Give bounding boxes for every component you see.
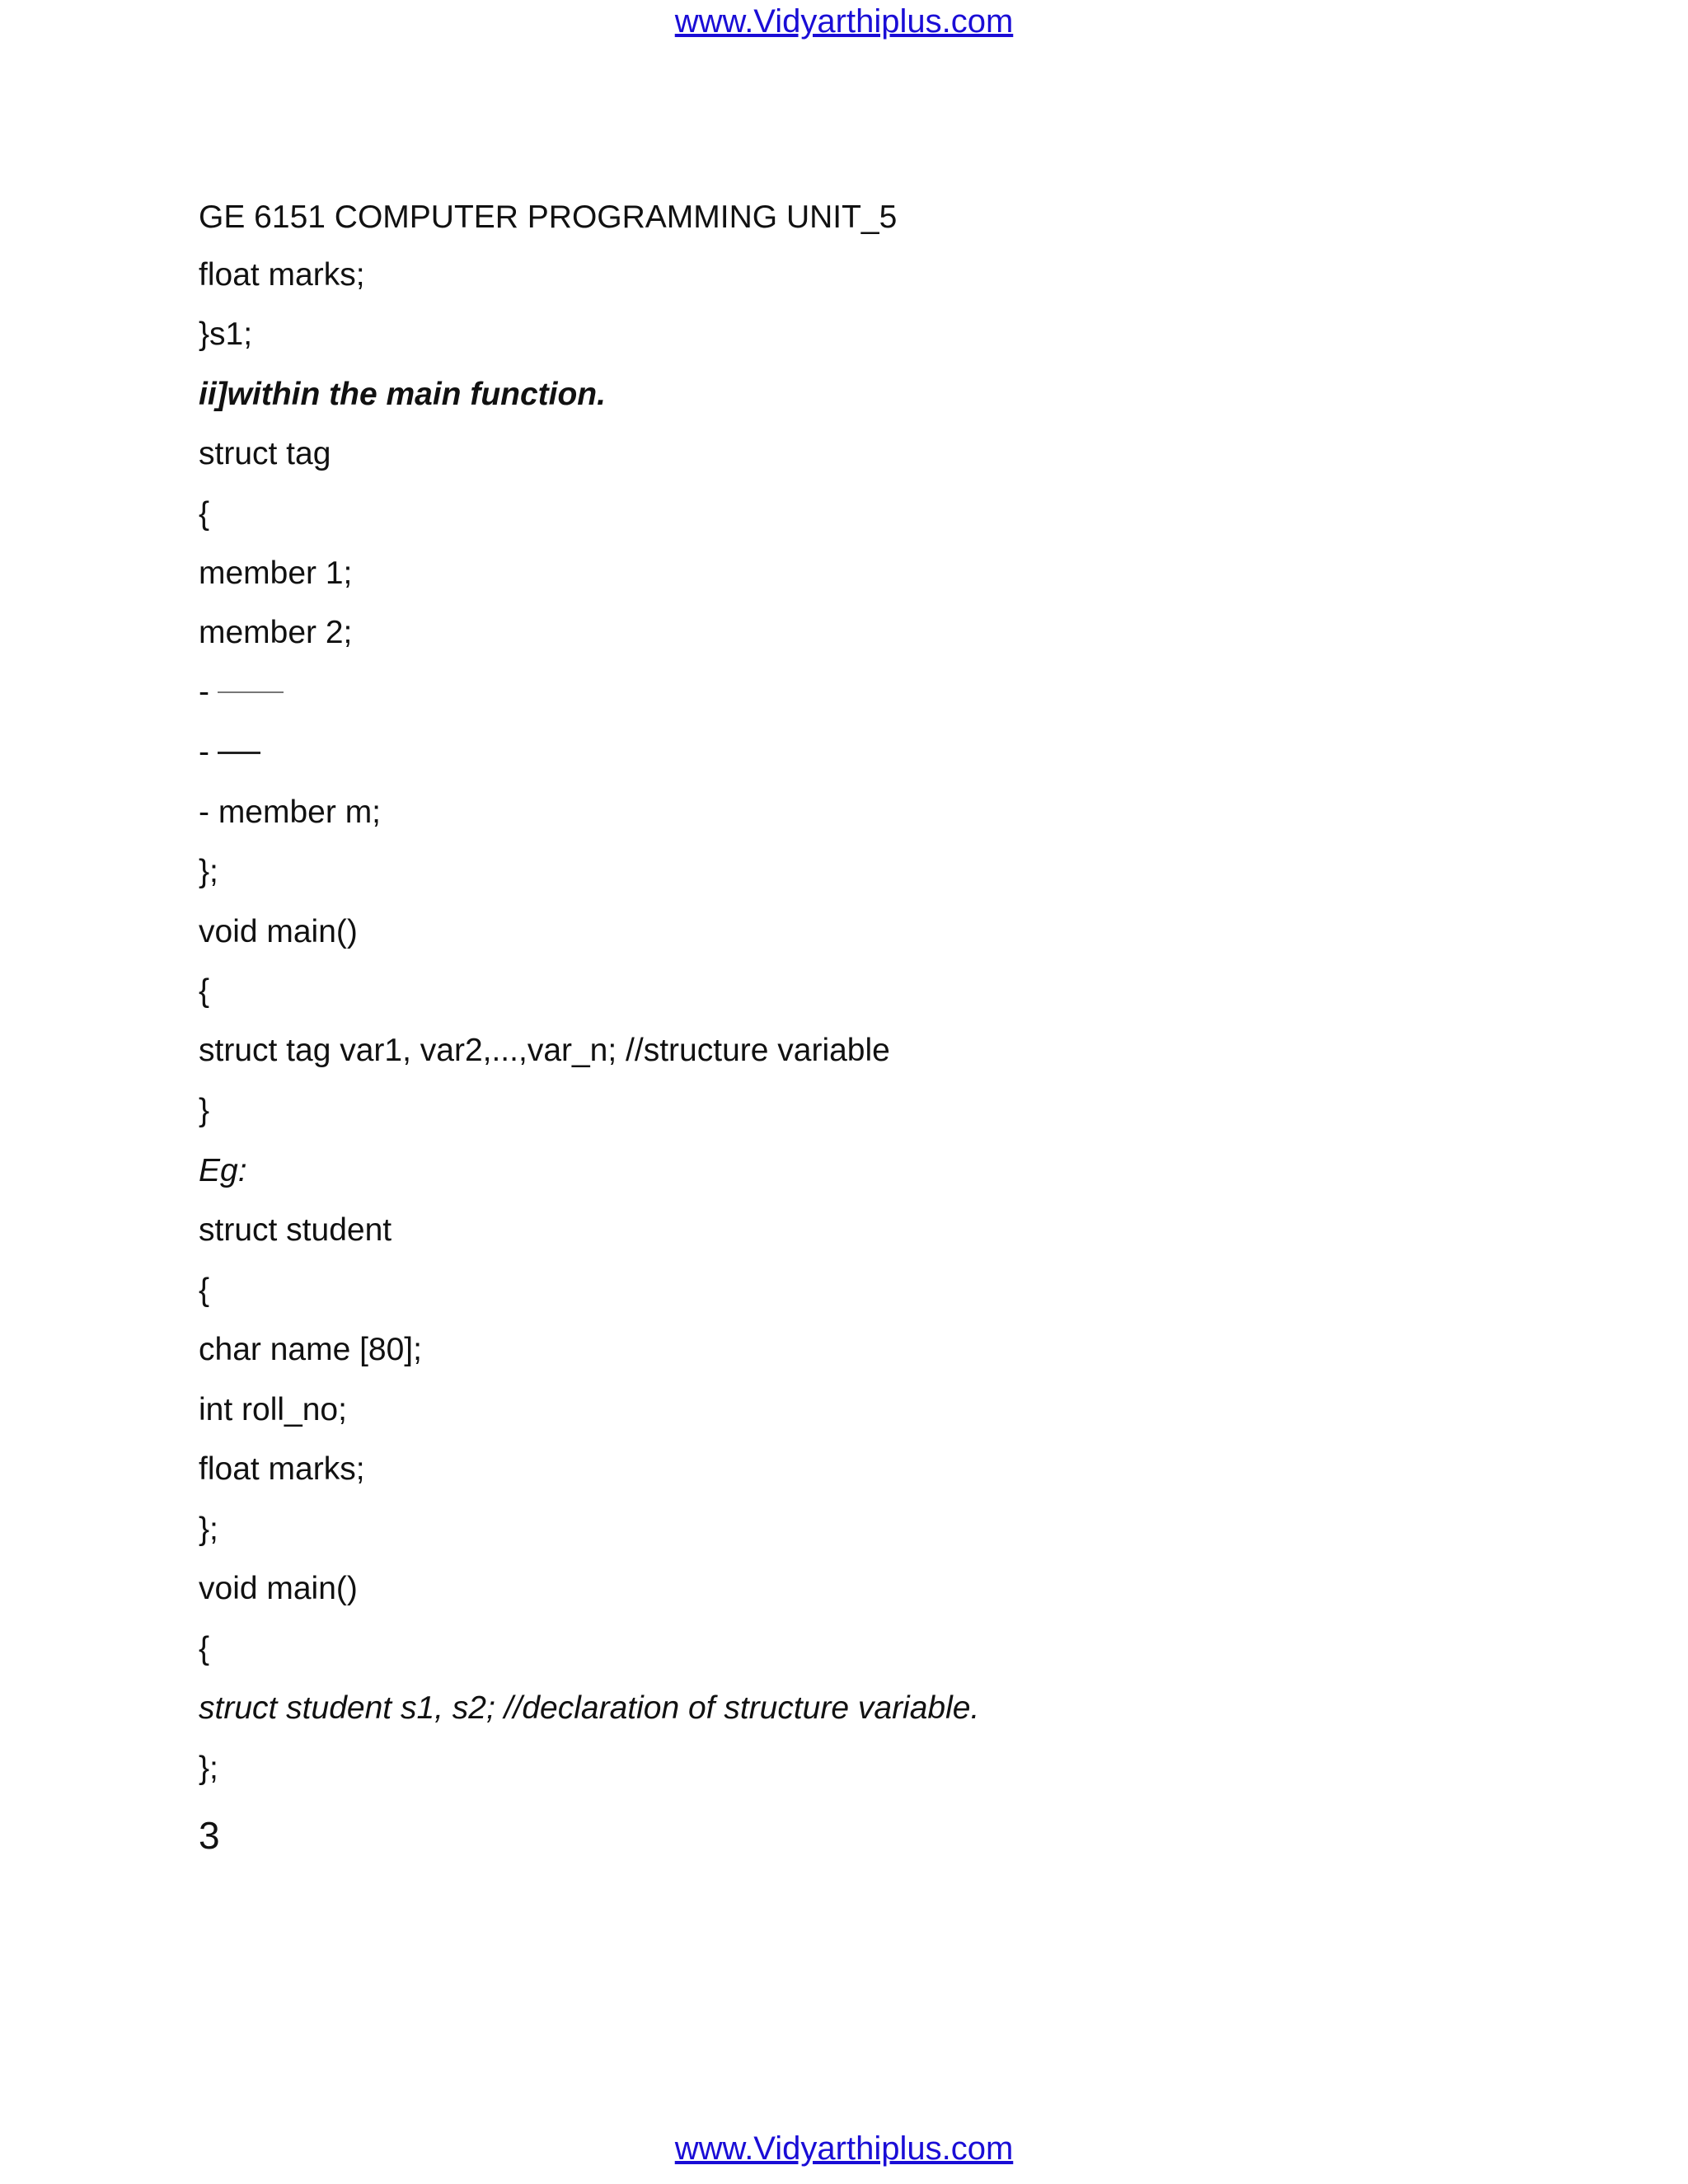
dash-text: - — [199, 734, 209, 770]
code-line: float marks; — [199, 1451, 365, 1487]
page-number: 3 — [199, 1814, 220, 1857]
code-line: { — [199, 1272, 210, 1308]
code-line: struct student s1, s2; //declaration of structure variable. — [199, 1690, 980, 1726]
code-line: }s1; — [199, 316, 253, 352]
code-line: }; — [199, 1750, 218, 1786]
section-heading: ii]within the main function. — [199, 377, 606, 412]
dash-text: - — [199, 674, 209, 710]
ellipsis-line — [199, 673, 284, 711]
blank-rule — [218, 752, 260, 754]
code-line: void main() — [199, 1571, 358, 1606]
code-line: int roll_no; — [199, 1392, 347, 1427]
code-line: member 1; — [199, 555, 353, 591]
code-line: float marks; — [199, 257, 365, 293]
code-line: void main() — [199, 914, 358, 949]
code-line: char name [80]; — [199, 1332, 422, 1367]
unit-heading: GE 6151 COMPUTER PROGRAMMING UNIT_5 — [199, 199, 898, 235]
code-line: { — [199, 1631, 210, 1666]
ellipsis-line — [199, 733, 260, 771]
header-site-link[interactable]: www.Vidyarthiplus.com — [674, 3, 1014, 40]
example-label: Eg: — [199, 1153, 247, 1188]
code-line: struct student — [199, 1212, 392, 1248]
code-line: { — [199, 496, 210, 532]
code-line: - member m; — [199, 794, 382, 830]
footer-site-link[interactable]: www.Vidyarthiplus.com — [674, 2130, 1014, 2167]
blank-rule — [218, 691, 284, 693]
code-line: }; — [199, 854, 218, 889]
code-line: struct tag var1, var2,...,var_n; //structure variable — [199, 1033, 890, 1068]
code-line: struct tag — [199, 436, 331, 471]
code-line: } — [199, 1093, 210, 1128]
code-line: member 2; — [199, 615, 353, 650]
code-line: { — [199, 973, 210, 1009]
code-line: }; — [199, 1511, 218, 1547]
